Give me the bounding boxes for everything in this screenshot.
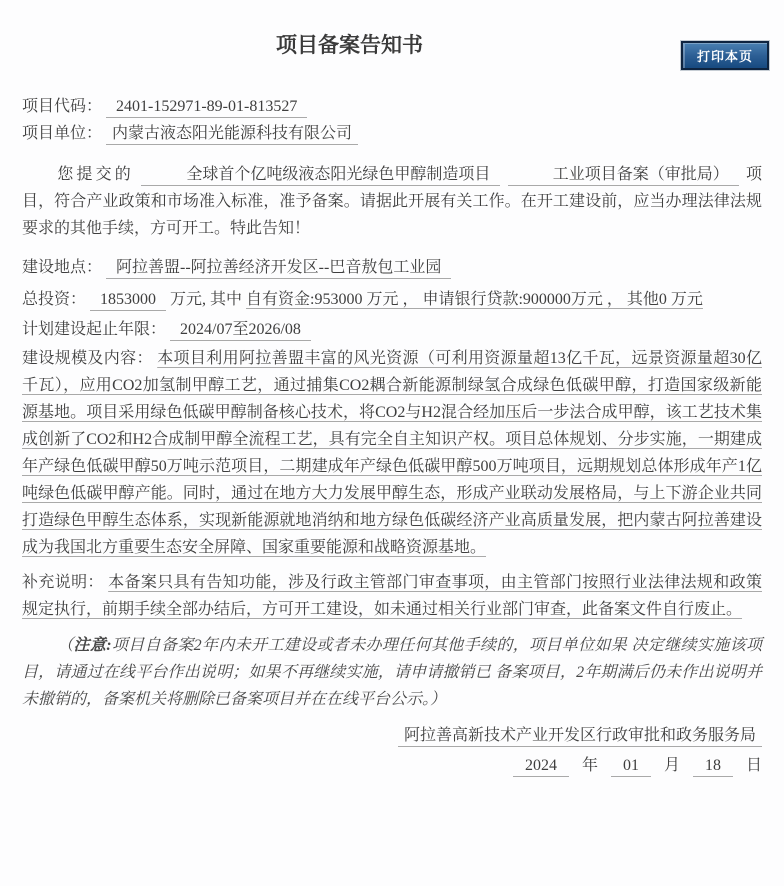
field-total-investment <box>22 286 762 313</box>
page-title: 项目备案告知书 <box>276 33 423 57</box>
notice-keyword: 注意: <box>73 637 112 654</box>
total-investment-label: 总投资： <box>22 291 87 308</box>
issue-date-day-label: 日 <box>745 757 762 774</box>
project-unit-value: 内蒙古液态阳光能源科技有限公司 <box>106 124 358 145</box>
issue-date-month-label: 月 <box>663 757 680 774</box>
issue-date-year-label: 年 <box>581 757 598 774</box>
construction-location-label: 建设地点： <box>22 259 103 276</box>
notice-text: 项目自备案2年内未开工建设或者未办理任何其他手续的，项目单位如果 决定继续实施该项目，请通过在线平台作出说明；如果不再继续实施，请申请撤销已 备案项目，2年期满后仍未作出说明并未撤销的，备案机关将删除已备案项目并在在线平台公示。） <box>22 637 762 708</box>
filing-type-value: 工业项目备案（审批局） <box>508 165 739 186</box>
scale-label: 建设规模及内容： <box>22 350 153 367</box>
field-project-unit <box>22 120 762 147</box>
project-unit-label: 项目单位： <box>22 125 103 142</box>
document-page <box>0 30 784 779</box>
issue-date-year: 2024 <box>513 756 569 777</box>
investment-breakdown-value: 自有资金:953000 万元 ， 申请银行贷款:900000万元 ， 其他0 万元 <box>246 291 703 308</box>
total-investment-unit: 万元, 其中 <box>170 291 243 308</box>
field-supplementary-note <box>22 569 762 623</box>
issue-date-day: 18 <box>693 756 733 777</box>
scale-value: 本项目利用阿拉善盟丰富的风光资源（可利用资源量超13亿千瓦，远景资源量超30亿千瓦），应用CO2加氢制甲醇工艺，通过捕集CO2耦合新能源制绿氢合成绿色低碳甲醇，打造国家级新能源基地。项目采用绿色低碳甲醇制备核心技术，将CO2与H2混合经加压后一步法合成甲醇，该工艺技术集成创新了CO2和H2合成制甲醇全流程工艺，具有完全自主知识产权。项目总体规划、分步实施，一期建成年产绿色低碳甲醇50万吨示范项目，二期建成年产绿色低碳甲醇500万吨项目，远期规划总体形成年产1亿吨绿色低碳甲醇产能。同时，通过在地方大力发展甲醇生态，形成产业联动发展格局，与上下游企业共同打造绿色甲醇生态体系，实现新能源就地消纳和地方绿色低碳经济产业高质量发展，把内蒙古阿拉善建设成为我国北方重要生态安全屏障、国家重要能源和战略资源基地。 <box>22 350 762 556</box>
header-fields <box>22 93 762 147</box>
intro-suffix: 项目，符合产业政策和市场准入标准，准予备案。请据此开展有关工作。在开工建设前，应当办理法律法规要求的其他手续，方可开工。特此告知！ <box>22 166 763 237</box>
project-name-value: 全球首个亿吨级液态阳光绿色甲醇制造项目 <box>141 165 500 186</box>
construction-period-value: 2024/07至2026/08 <box>170 320 311 341</box>
supplementary-note-value: 本备案只具有告知功能，涉及行政主管部门审查事项，由主管部门按照行业法律法规和政策规定执行，前期手续全部办结后，方可开工建设，如未通过相关行业部门审查，此备案文件自行废止。 <box>22 574 762 618</box>
construction-location-value: 阿拉善盟--阿拉善经济开发区--巴音敖包工业园 <box>106 258 451 279</box>
print-page-button[interactable]: 打印本页 <box>681 41 769 70</box>
issuing-agency: 阿拉善高新技术产业开发区行政审批和政务服务局 <box>398 726 762 747</box>
notice-paragraph <box>22 632 762 713</box>
issue-date-month: 01 <box>611 756 651 777</box>
supplementary-note-label: 补充说明： <box>22 574 104 591</box>
construction-period-label: 计划建设起止年限： <box>22 321 167 338</box>
notice-open-paren: （ <box>57 637 74 654</box>
field-construction-period <box>22 316 762 343</box>
intro-prefix: 您提交的 <box>57 166 134 183</box>
project-code-label: 项目代码： <box>22 98 103 115</box>
total-investment-amount: 1853000 <box>90 290 166 311</box>
issue-date-line <box>22 752 762 779</box>
field-construction-location <box>22 254 762 281</box>
field-project-code <box>22 93 762 120</box>
project-code-value: 2401-152971-89-01-813527 <box>106 97 307 118</box>
field-scale-and-content <box>22 345 762 561</box>
intro-paragraph <box>22 161 762 242</box>
issuing-agency-line <box>22 722 762 749</box>
